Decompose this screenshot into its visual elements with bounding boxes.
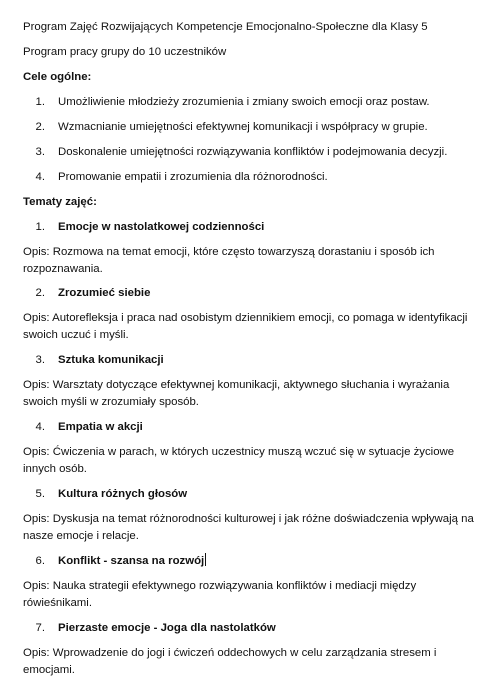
list-number: 5. bbox=[35, 488, 45, 500]
list-number: 7. bbox=[35, 622, 45, 634]
topic-description: Opis: Autorefleksja i praca nad osobistym dziennikiem emocji, co pomaga w identyfikacji swoich uczuć i myśli. bbox=[23, 312, 468, 341]
topic-title: Empatia w akcji bbox=[58, 421, 143, 433]
list-number: 6. bbox=[35, 555, 45, 567]
topic-title: Pierzaste emocje - Joga dla nastolatków bbox=[58, 622, 276, 634]
document-subtitle: Program pracy grupy do 10 uczestników bbox=[23, 46, 227, 58]
topics-heading: Tematy zajęć: bbox=[23, 196, 97, 208]
topic-description: Opis: Rozmowa na temat emocji, które często towarzyszą dorastaniu i sposób ich rozpoznawania. bbox=[23, 246, 435, 275]
topic-description: Opis: Nauka strategii efektywnego rozwiązywania konfliktów i mediacji między rówieśnikami. bbox=[23, 580, 417, 609]
list-number: 2. bbox=[35, 121, 45, 133]
list-item-text: Promowanie empatii i zrozumienia dla różnorodności. bbox=[58, 171, 328, 183]
list-number: 4. bbox=[35, 421, 45, 433]
list-number: 1. bbox=[35, 221, 45, 233]
list-number: 2. bbox=[35, 287, 45, 299]
list-number: 1. bbox=[35, 96, 45, 108]
list-number: 3. bbox=[35, 354, 45, 366]
topic-title bbox=[58, 553, 206, 570]
list-item-text: Umożliwienie młodzieży zrozumienia i zmiany swoich emocji oraz postaw. bbox=[58, 96, 430, 108]
topic-description: Opis: Ćwiczenia w parach, w których uczestnicy muszą wczuć się w sytuacje życiowe innych osób. bbox=[23, 446, 455, 475]
document-title: Program Zajęć Rozwijających Kompetencje Emocjonalno-Społeczne dla Klasy 5 bbox=[23, 21, 428, 33]
topic-description: Opis: Dyskusja na temat różnorodności kulturowej i jak różne doświadczenia wpływają na nasze emocje i relacje. bbox=[23, 513, 474, 542]
topic-title: Emocje w nastolatkowej codzienności bbox=[58, 221, 265, 233]
list-item-text: Wzmacnianie umiejętności efektywnej komunikacji i współpracy w grupie. bbox=[58, 121, 428, 133]
topic-title: Zrozumieć siebie bbox=[58, 287, 151, 299]
text-cursor bbox=[205, 553, 206, 566]
topic-title-text: Konflikt - szansa na rozwój bbox=[58, 555, 205, 567]
topic-title: Kultura różnych głosów bbox=[58, 488, 188, 500]
topic-title: Sztuka komunikacji bbox=[58, 354, 164, 366]
goals-heading: Cele ogólne: bbox=[23, 71, 92, 83]
topic-description: Opis: Warsztaty dotyczące efektywnej komunikacji, aktywnego słuchania i wyrażania swoich myśli w zrozumiały sposób. bbox=[23, 379, 450, 408]
list-number: 4. bbox=[35, 171, 45, 183]
list-item-text: Doskonalenie umiejętności rozwiązywania konfliktów i podejmowania decyzji. bbox=[58, 146, 448, 158]
topic-description: Opis: Wprowadzenie do jogi i ćwiczeń oddechowych w celu zarządzania stresem i emocjami. bbox=[23, 647, 437, 676]
list-number: 3. bbox=[35, 146, 45, 158]
